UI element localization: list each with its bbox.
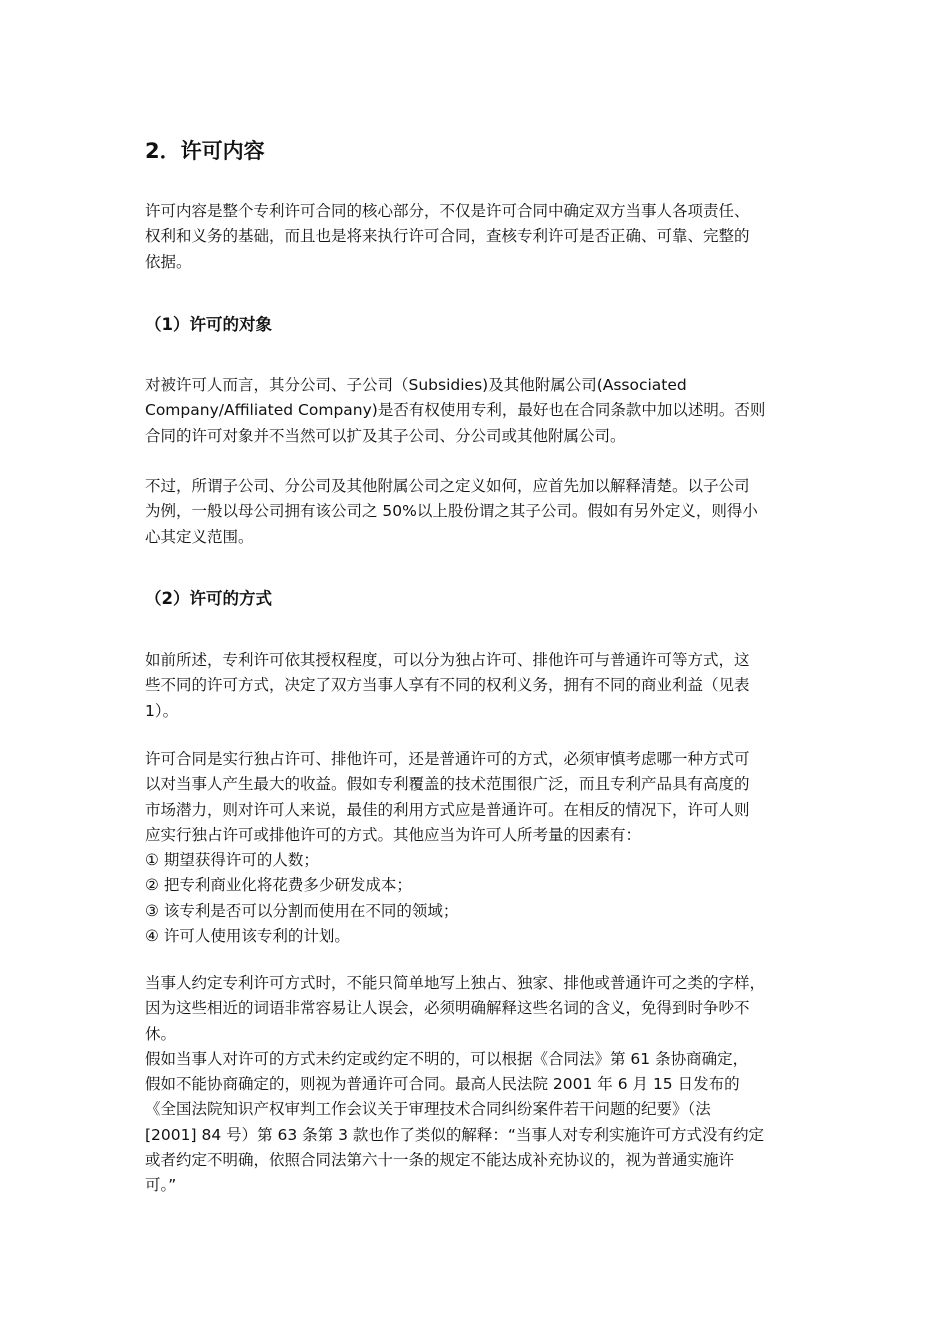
text-line: 不过，所谓子公司、分公司及其他附属公司之定义如何，应首先加以解释清楚。以子公司 — [145, 477, 750, 495]
text-line: 或者约定不明确，依照合同法第六十一条的规定不能达成补充协议的，视为普通实施许 — [145, 1151, 735, 1170]
text-line: 如前所述，专利许可依其授权程度，可以分为独占许可、排他许可与普通许可等方式，这 — [145, 651, 750, 669]
list-item: ① 期望获得许可的人数； — [145, 851, 319, 870]
section-heading-license-content: 2．许可内容 — [145, 139, 265, 163]
list-item: ② 把专利商业化将花费多少研发成本； — [145, 876, 412, 895]
text-line: 些不同的许可方式，决定了双方当事人享有不同的权利义务，拥有不同的商业利益（见表 — [145, 676, 750, 695]
text-line: 以对当事人产生最大的收益。假如专利覆盖的技术范围很广泛，而且专利产品具有高度的 — [145, 775, 750, 794]
text-line: 1）。 — [145, 701, 179, 720]
license-method-paragraph-1 — [145, 648, 810, 724]
text-line: 假如不能协商确定的，则视为普通许可合同。最高人民法院 2001 年 6 月 15 日发布的 — [145, 1075, 740, 1094]
text-line: 为例，一般以母公司拥有该公司之 50%以上股份谓之其子公司。假如有另外定义，则得小 — [145, 502, 758, 521]
text-line: 权利和义务的基础，而且也是将来执行许可合同，查核专利许可是否正确、可靠、完整的 — [145, 227, 750, 246]
intro-paragraph — [145, 199, 810, 275]
text-line: 假如当事人对许可的方式未约定或约定不明的，可以根据《合同法》第 61 条协商确定， — [145, 1049, 749, 1068]
text-line: 合同的许可对象并不当然可以扩及其子公司、分公司或其他附属公司。 — [145, 426, 626, 445]
text-line: 对被许可人而言，其分公司、子公司（Subsidies)及其他附属公司(Associated — [145, 376, 687, 394]
text-line: 休。 — [145, 1024, 177, 1043]
text-line: Company/Affiliated Company)是否有权使用专利，最好也在合同条款中加以述明。否则 — [145, 401, 766, 420]
license-method-paragraph-3 — [145, 971, 810, 1199]
text-line: 《全国法院知识产权审判工作会议关于审理技术合同纠纷案件若干问题的纪要》（法 — [145, 1100, 711, 1119]
subheading-license-object: （1）许可的对象 — [145, 315, 272, 334]
text-line: 许可合同是实行独占许可、排他许可，还是普通许可的方式，必须审慎考虑哪一种方式可 — [145, 750, 750, 768]
license-method-paragraph-2 — [145, 747, 810, 949]
list-item: ④ 许可人使用该专利的计划。 — [145, 927, 350, 946]
subheading-license-method: （2）许可的方式 — [145, 589, 272, 608]
license-object-paragraph-2 — [145, 474, 810, 550]
text-line: 因为这些相近的词语非常容易让人误会，必须明确解释这些名词的含义，免得到时争吵不 — [145, 999, 750, 1018]
text-line: 市场潜力，则对许可人来说，最佳的利用方式应是普通许可。在相反的情况下，许可人则 — [145, 800, 750, 819]
license-object-paragraph-1 — [145, 373, 810, 449]
text-line: 许可内容是整个专利许可合同的核心部分，不仅是许可合同中确定双方当事人各项责任、 — [145, 202, 750, 220]
text-line: 依据。 — [145, 252, 192, 271]
text-line: 可。” — [145, 1176, 177, 1195]
text-line: 心其定义范围。 — [145, 527, 254, 546]
text-line: 应实行独占许可或排他许可的方式。其他应当为许可人所考量的因素有： — [145, 825, 642, 844]
text-line: [2001] 84 号）第 63 条第 3 款也作了类似的解释：“当事人对专利实施许可方式没有约定 — [145, 1125, 764, 1144]
text-line: 当事人约定专利许可方式时，不能只简单地写上独占、独家、排他或普通许可之类的字样， — [145, 974, 766, 992]
list-item: ③ 该专利是否可以分割而使用在不同的领域； — [145, 901, 459, 920]
